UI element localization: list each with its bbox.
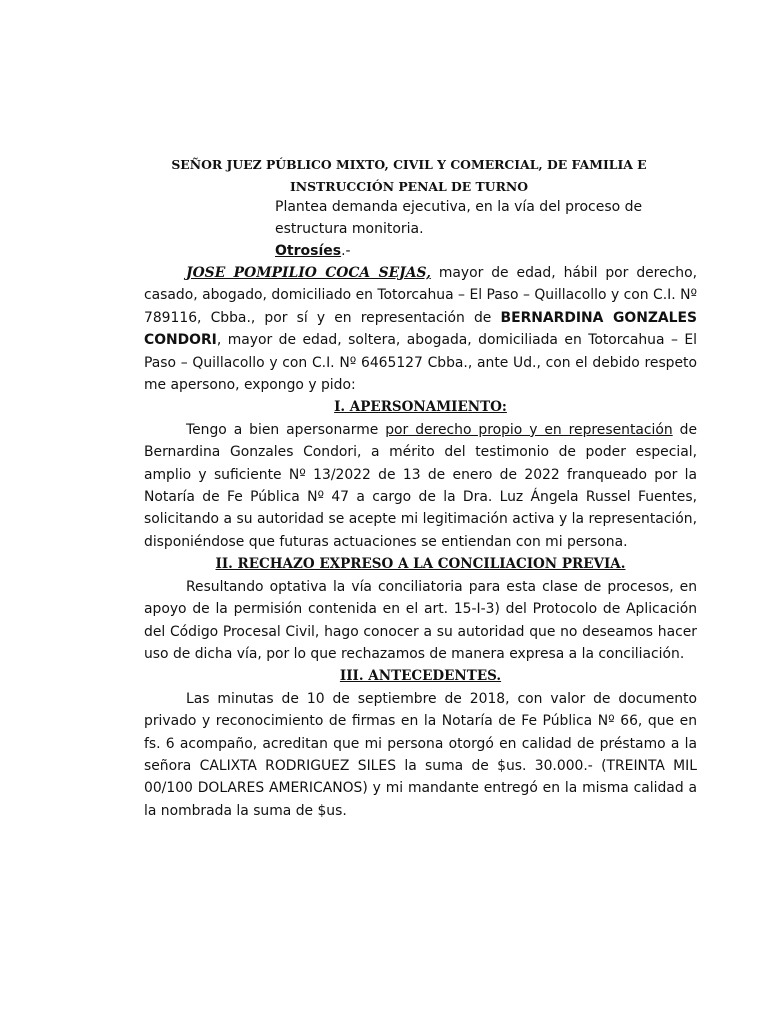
intro-paragraph (144, 262, 697, 396)
section-1-underlined: por derecho propio y en representación (385, 421, 673, 438)
section-2-title: II. RECHAZO EXPRESO A LA CONCILIACION PREVIA. (215, 556, 626, 573)
reference-block (275, 196, 695, 262)
intro-text-2: , mayor de edad, soltera, abogada, domiciliada en Totorcahua – El Paso – Quillacollo y con C.I. Nº 6465127 Cbba., ante Ud., con el debido respeto me apersono, expongo y pido: (144, 332, 697, 394)
section-1-paragraph (144, 419, 697, 553)
section-3-paragraph: Las minutas de 10 de septiembre de 2018, con valor de documento privado y reconocimiento de firmas en la Notaría de Fe Pública Nº 66, que en fs. 6 acompaño, acreditan que mi persona otorgó en calidad de préstamo a la señora CALIXTA RODRIGUEZ SILES la suma de $us. 30.000.- (TREINTA MIL 00/100 DOLARES AMERICANOS) y mi mandante entregó en la misma calidad a la nombrada la suma de $us. (144, 690, 697, 819)
section-2-paragraph: Resultando optativa la vía conciliatoria para esta clase de procesos, en apoyo de la permisión contenida en el art. 15-I-3) del Protocolo de Aplicación del Código Procesal Civil, hago conocer a su autoridad que no deseamos hacer uso de dicha vía, por lo que rechazamos de manera expresa a la conciliación. (144, 578, 697, 662)
header-line-2: INSTRUCCIÓN PENAL DE TURNO (289, 179, 529, 194)
section-1-text-a: Tengo a bien apersonarme (186, 421, 386, 438)
represented-name: BERNARDINA GONZALES CONDORI (144, 309, 697, 349)
reference-subject: Plantea demanda ejecutiva, en la vía del proceso de estructura monitoria. (275, 199, 643, 237)
section-1-title: I. APERSONAMIENTO: (334, 399, 507, 416)
section-3-title: III. ANTECEDENTES. (339, 668, 502, 685)
section-1-text-b: de Bernardina Gonzales Condori, a mérito del testimonio de poder especial, amplio y suficiente Nº 13/2022 de 13 de enero de 2022 franqueado por la Notaría de Fe Pública Nº 47 a cargo de la Dra. Luz Ángela Russel Fuentes, solicitando a su autoridad se acepte mi legitimación activa y la representación, disponiéndose que futuras actuaciones se entiendan con mi persona. (144, 421, 697, 550)
document-header (144, 154, 674, 198)
document-body (144, 262, 697, 822)
otrosies-suffix: .- (341, 243, 351, 259)
otrosies-label: Otrosíes (275, 243, 342, 259)
intro-text-1: mayor de edad, hábil por derecho, casado, abogado, domiciliado en Totorcahua – El Paso – Quillacollo y con C.I. Nº 789116, Cbba., por sí y en representación de (144, 265, 697, 326)
header-line-1: SEÑOR JUEZ PÚBLICO MIXTO, CIVIL Y COMERCIAL, DE FAMILIA E (171, 157, 647, 172)
reference-otrosies (275, 240, 695, 262)
plaintiff-name: JOSE POMPILIO COCA SEJAS, (186, 265, 431, 281)
